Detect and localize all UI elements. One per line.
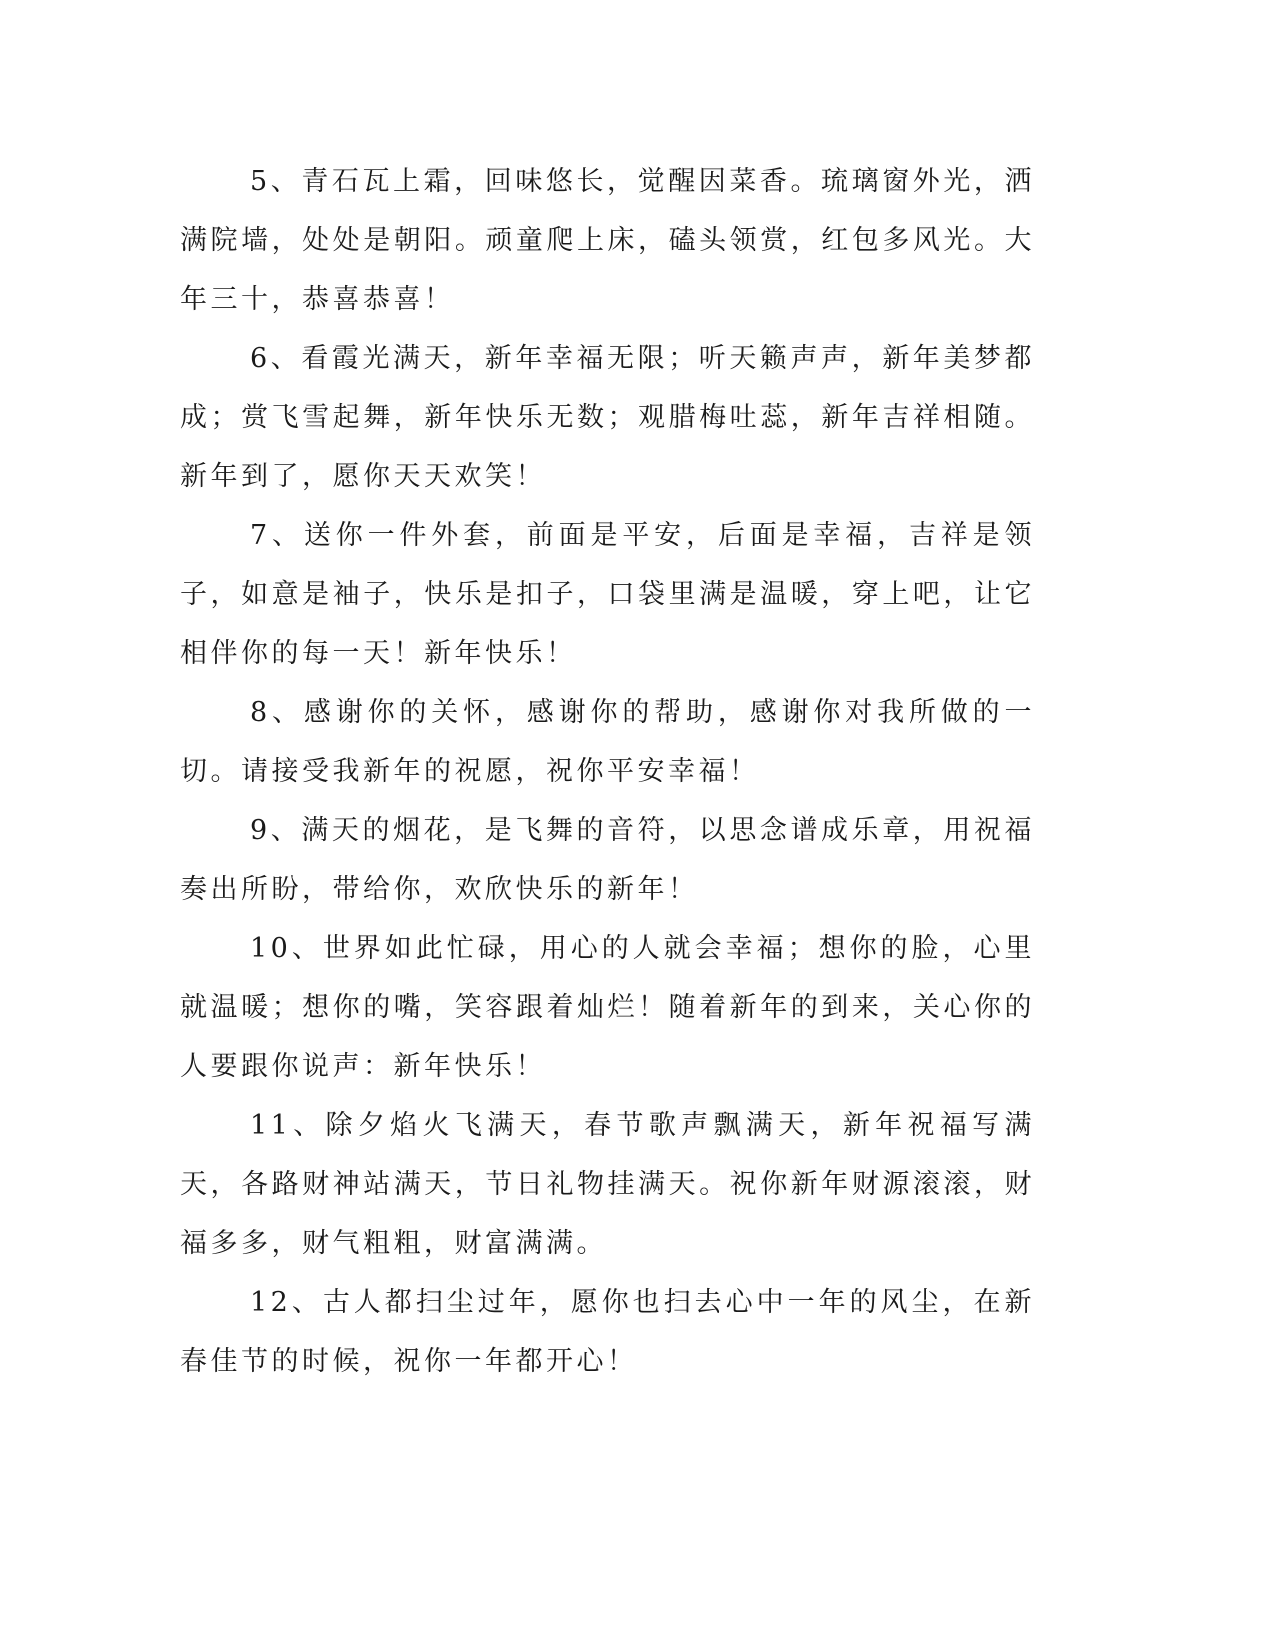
paragraph-7: 7、送你一件外套，前面是平安，后面是幸福，吉祥是领子，如意是袖子，快乐是扣子，口袋里满是温暖，穿上吧，让它相伴你的每一天！新年快乐！: [180, 520, 1035, 669]
paragraph-6: 6、看霞光满天，新年幸福无限；听天籁声声，新年美梦都成；赏飞雪起舞，新年快乐无数；观腊梅吐蕊，新年吉祥相随。新年到了，愿你天天欢笑！: [180, 343, 1035, 492]
document-body: [180, 152, 1035, 1391]
paragraph-12: 12、古人都扫尘过年，愿你也扫去心中一年的风尘，在新春佳节的时候，祝你一年都开心！: [180, 1287, 1035, 1377]
paragraph-5: 5、青石瓦上霜，回味悠长，觉醒因菜香。琉璃窗外光，洒满院墙，处处是朝阳。顽童爬上床，磕头领赏，红包多风光。大年三十，恭喜恭喜！: [180, 166, 1035, 315]
paragraph-10: 10、世界如此忙碌，用心的人就会幸福；想你的脸，心里就温暖；想你的嘴，笑容跟着灿烂！随着新年的到来，关心你的人要跟你说声：新年快乐！: [180, 933, 1035, 1082]
paragraph-8: 8、感谢你的关怀，感谢你的帮助，感谢你对我所做的一切。请接受我新年的祝愿，祝你平安幸福！: [180, 697, 1035, 787]
paragraph-9: 9、满天的烟花，是飞舞的音符，以思念谱成乐章，用祝福奏出所盼，带给你，欢欣快乐的新年！: [180, 815, 1035, 905]
paragraph-11: 11、除夕焰火飞满天，春节歌声飘满天，新年祝福写满天，各路财神站满天，节日礼物挂满天。祝你新年财源滚滚，财福多多，财气粗粗，财富满满。: [180, 1110, 1035, 1259]
